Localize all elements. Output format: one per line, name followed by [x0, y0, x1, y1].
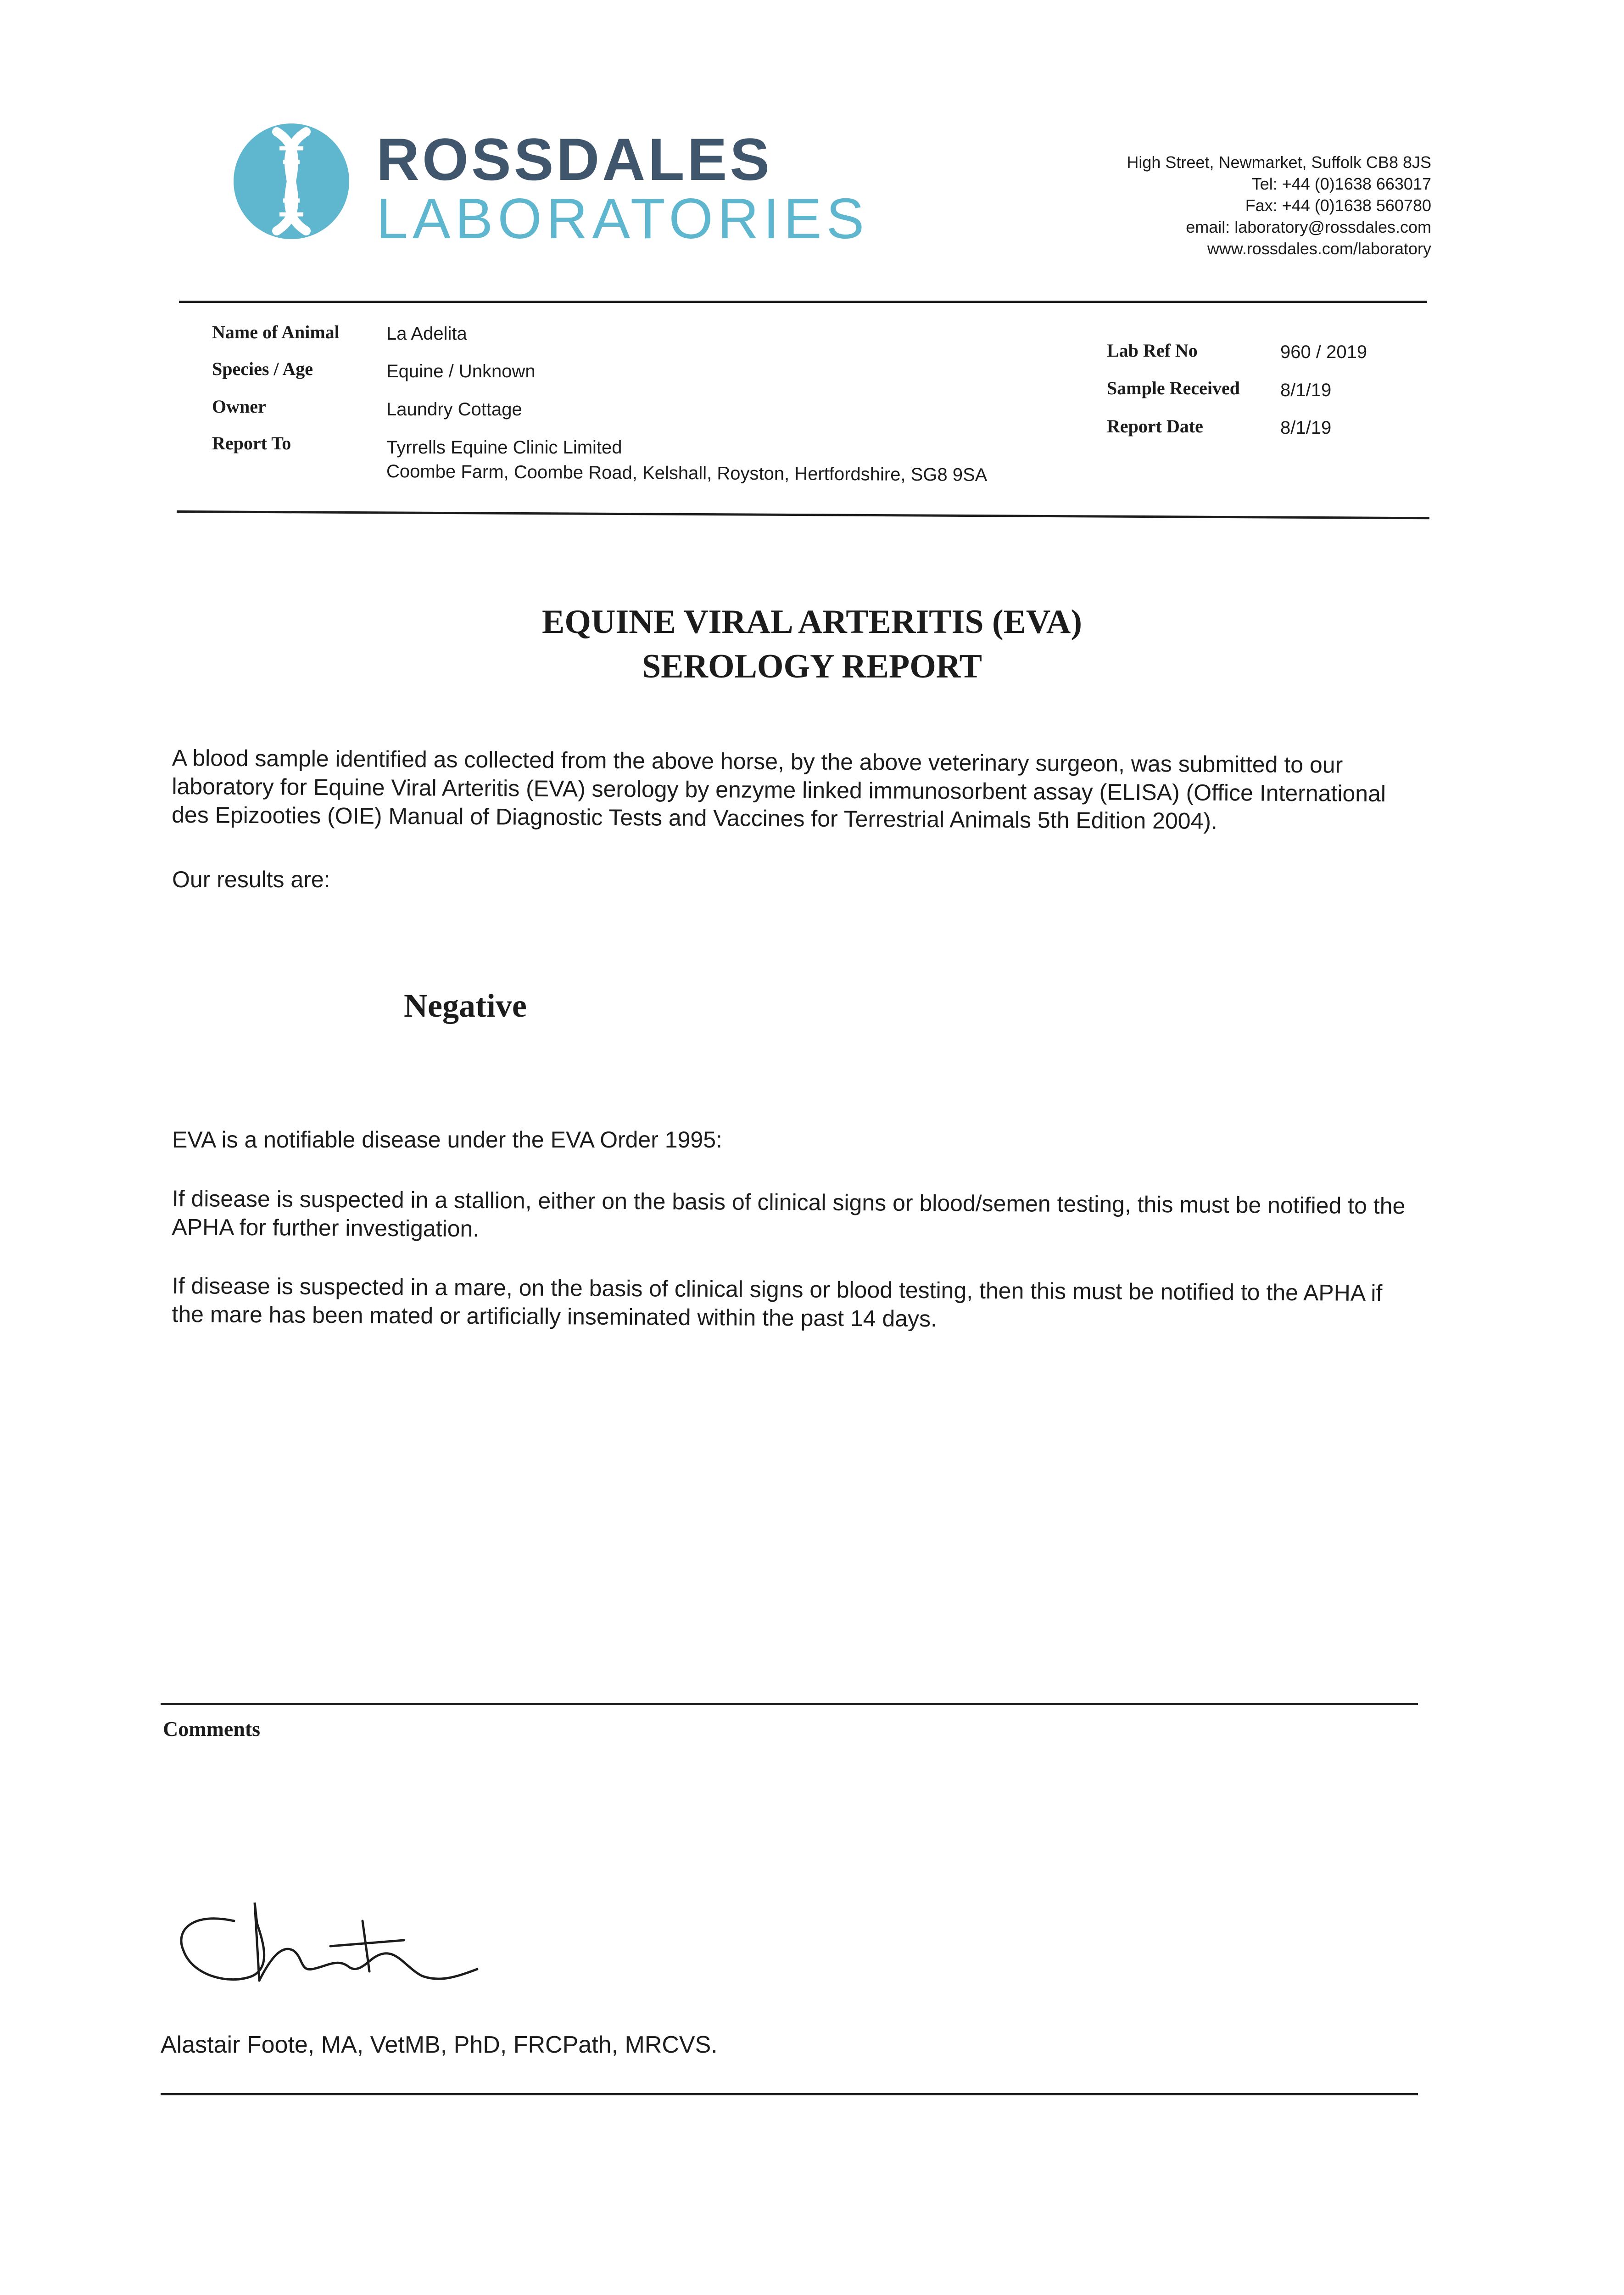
owner-label: Owner — [212, 396, 266, 417]
report-to-label: Report To — [212, 433, 291, 453]
animal-name-value: La Adelita — [386, 324, 467, 344]
results-intro: Our results are: — [172, 867, 330, 892]
contact-address: High Street, Newmarket, Suffolk CB8 8JS — [1127, 153, 1431, 172]
contact-email: email: laboratory@rossdales.com — [1186, 218, 1431, 236]
animal-name-label: Name of Animal — [212, 322, 340, 342]
owner-value: Laundry Cottage — [386, 399, 522, 420]
header-divider — [179, 301, 1427, 303]
sample-received-value: 8/1/19 — [1280, 380, 1332, 400]
comments-divider — [161, 1703, 1418, 1705]
report-title-line1: EQUINE VIRAL ARTERITIS (EVA) — [542, 603, 1082, 641]
contact-website: www.rossdales.com/laboratory — [1207, 239, 1431, 258]
report-date-label: Report Date — [1107, 416, 1203, 437]
lab-ref-label: Lab Ref No — [1107, 340, 1198, 361]
signature-image — [165, 1889, 486, 2008]
report-to-line1: Tyrrells Equine Clinic Limited — [386, 437, 622, 458]
stallion-paragraph: If disease is suspected in a stallion, either on the basis of clinical signs or blood/semen testing, this must be notified to the APHA for further investigation. — [172, 1186, 1406, 1242]
notifiable-statement: EVA is a notifiable disease under the EVA Order 1995: — [172, 1127, 722, 1153]
report-to-line2: Coombe Farm, Coombe Road, Kelshall, Royston, Hertfordshire, SG8 9SA — [386, 461, 988, 485]
mare-paragraph: If disease is suspected in a mare, on the basis of clinical signs or blood testing, then this must be notified to the APHA if the mare has been mated or artificially inseminated within the past 14 days. — [172, 1273, 1383, 1332]
signature-divider — [161, 2093, 1418, 2095]
brand-name-line2: LABORATORIES — [376, 187, 869, 251]
report-date-value: 8/1/19 — [1280, 418, 1332, 438]
species-age-value: Equine / Unknown — [386, 361, 536, 381]
brand-name-line1: ROSSDALES — [376, 126, 773, 193]
contact-block — [1127, 151, 1431, 259]
comments-label: Comments — [163, 1717, 261, 1741]
result-value: Negative — [404, 987, 527, 1024]
sample-received-label: Sample Received — [1107, 378, 1240, 398]
dna-logo-icon — [232, 122, 351, 241]
report-title-line2: SEROLOGY REPORT — [642, 648, 982, 685]
lab-ref-value: 960 / 2019 — [1280, 342, 1367, 362]
contact-fax: Fax: +44 (0)1638 560780 — [1245, 196, 1431, 215]
species-age-label: Species / Age — [212, 358, 313, 379]
details-divider — [177, 510, 1429, 519]
intro-paragraph: A blood sample identified as collected from the above horse, by the above veterinary surgeon, was submitted to our laboratory for Equine Viral Arteritis (EVA) serology by enzyme linked immunosorbent assay (ELISA) (Office International des Epizooties (OIE) Manual of Diagnostic Tests and Vaccines for Terrestrial Animals 5th Edition 2004). — [171, 745, 1386, 834]
contact-tel: Tel: +44 (0)1638 663017 — [1251, 174, 1431, 193]
signatory-name: Alastair Foote, MA, VetMB, PhD, FRCPath, MRCVS. — [161, 2032, 718, 2058]
